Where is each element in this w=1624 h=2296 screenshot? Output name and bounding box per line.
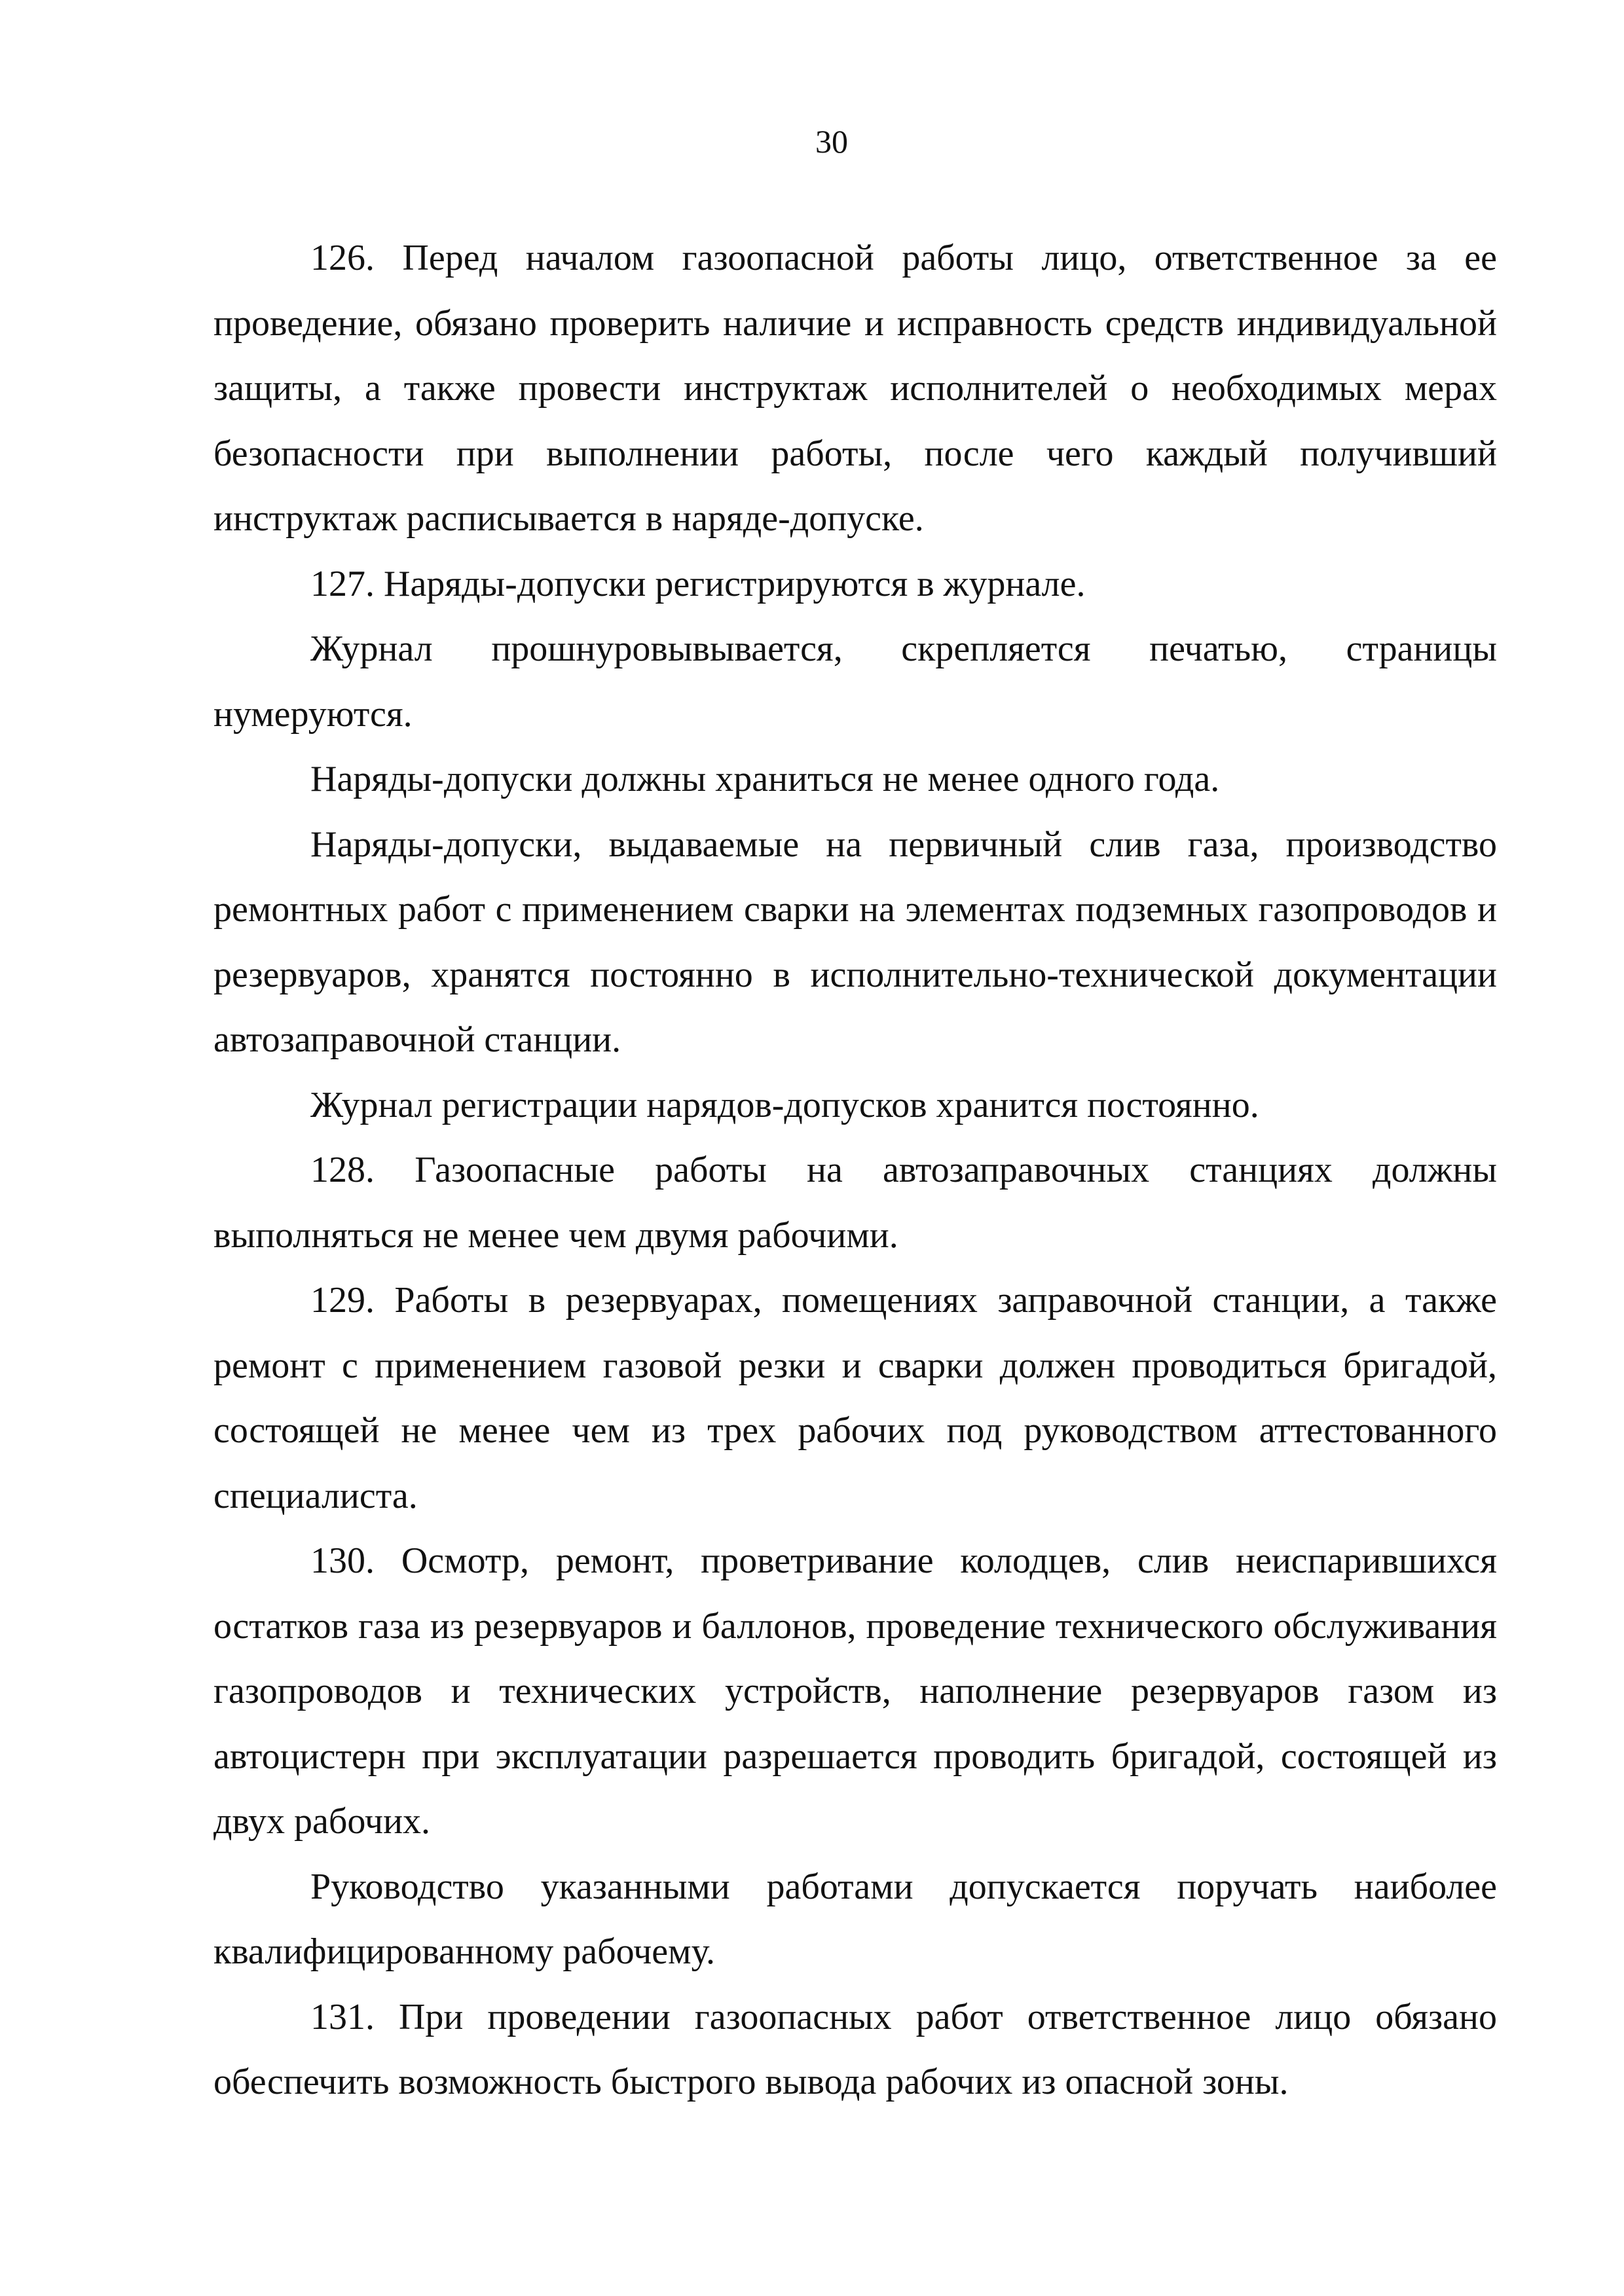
paragraph-permits-permanent: Наряды-допуски, выдаваемые на первичный слив газа, производство ремонтных работ с применением сварки на элементах подземных газопроводов и резервуаров, хранятся постоянно в исполнительно-технической документации автозаправочной станции. bbox=[213, 824, 1497, 1060]
paragraph-130: 130. Осмотр, ремонт, проветривание колодцев, слив неиспарившихся остатков газа из резервуаров и баллонов, проведение технического обслуживания газопроводов и технических устройств, наполнение резервуаров газом из автоцистерн при эксплуатации разрешается проводить бригадой, состоящей из двух рабочих. bbox=[213, 1540, 1497, 1842]
paragraph-131: 131. При проведении газоопасных работ ответственное лицо обязано обеспечить возможность быстрого вывода рабочих из опасной зоны. bbox=[213, 1996, 1497, 2102]
paragraph-supervision: Руководство указанными работами допускается поручать наиболее квалифицированному рабочему. bbox=[213, 1866, 1497, 1972]
paragraph-128: 128. Газоопасные работы на автозаправочных станциях должны выполняться не менее чем двумя рабочими. bbox=[213, 1150, 1497, 1256]
paragraph-127: 127. Наряды-допуски регистрируются в журнале. bbox=[310, 563, 1086, 604]
page-number: 30 bbox=[815, 123, 848, 160]
paragraph-126: 126. Перед началом газоопасной работы лицо, ответственное за ее проведение, обязано проверить наличие и исправность средств индивидуальной защиты, а также провести инструктаж исполнителей о необходимых мерах безопасности при выполнении работы, после чего каждый получивший инструктаж расписывается в наряде-допуске. bbox=[213, 238, 1497, 539]
paragraph-129: 129. Работы в резервуарах, помещениях заправочной станции, а также ремонт с применением газовой резки и сварки должен проводиться бригадой, состоящей не менее чем из трех рабочих под руководством аттестованного специалиста. bbox=[213, 1280, 1497, 1516]
document-body bbox=[213, 226, 1497, 2115]
paragraph-journal-binding: Журнал прошнуровывывается, скрепляется печатью, страницы нумеруются. bbox=[213, 629, 1497, 735]
paragraph-journal-storage: Журнал регистрации нарядов-допусков хранится постоянно. bbox=[310, 1084, 1259, 1125]
paragraph-permits-storage: Наряды-допуски должны храниться не менее одного года. bbox=[310, 759, 1220, 799]
